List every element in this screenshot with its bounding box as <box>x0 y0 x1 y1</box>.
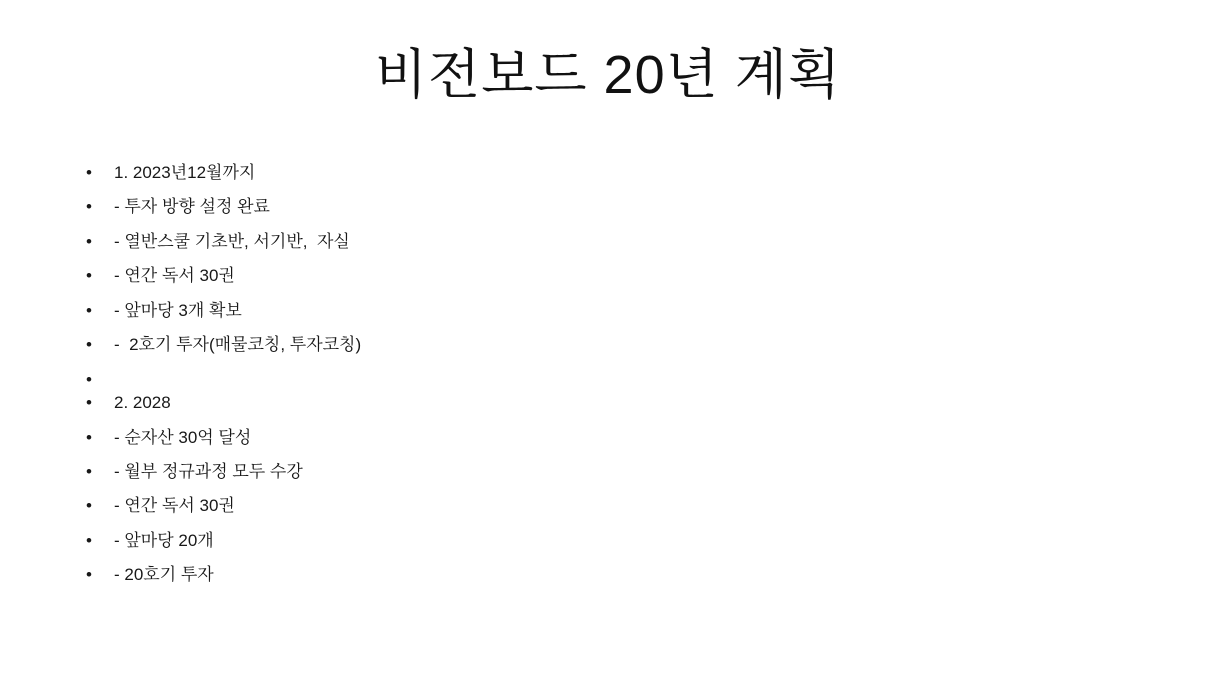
list-item-label: - 투자 방향 설정 완료 <box>114 197 270 217</box>
list-item <box>84 495 1144 518</box>
bullet-icon: • <box>86 197 92 217</box>
list-item <box>84 334 1144 357</box>
list-item <box>84 265 1144 288</box>
list-item-label: - 열반스쿨 기초반, 서기반, 자실 <box>114 231 350 251</box>
list-item <box>84 392 1144 415</box>
list-item <box>84 369 1144 389</box>
bullet-list <box>84 162 1144 599</box>
list-item <box>84 461 1144 484</box>
list-item-label: - 순자산 30억 달성 <box>114 427 252 447</box>
list-item <box>84 196 1144 219</box>
bullet-icon: • <box>86 530 92 550</box>
bullet-icon: • <box>86 496 92 516</box>
list-item <box>84 564 1144 587</box>
bullet-icon: • <box>86 427 92 447</box>
bullet-icon: • <box>86 231 92 251</box>
list-item-label: - 2호기 투자(매물코칭, 투자코칭) <box>114 335 362 355</box>
list-item <box>84 231 1144 254</box>
bullet-icon: • <box>86 393 92 413</box>
bullet-icon: • <box>86 335 92 355</box>
list-item-label: - 월부 정규과정 모두 수강 <box>114 462 303 481</box>
list-item <box>84 530 1144 553</box>
list-item <box>84 162 1144 185</box>
list-item <box>84 427 1144 450</box>
list-item-label: - 연간 독서 30권 <box>114 496 235 516</box>
list-item-label: - 앞마당 20개 <box>114 530 214 550</box>
list-item-label: 2. 2028 <box>114 393 171 413</box>
list-item <box>84 300 1144 323</box>
bullet-icon: • <box>86 266 92 286</box>
bullet-icon: • <box>86 300 92 320</box>
bullet-icon: • <box>86 369 92 389</box>
list-item-label: 1. 2023년12월까지 <box>114 163 256 182</box>
bullet-icon: • <box>86 565 92 585</box>
page-title: 비전보드 20년 계획 <box>374 45 842 105</box>
bullet-icon: • <box>86 163 92 182</box>
list-item-label: - 앞마당 3개 확보 <box>114 300 242 320</box>
list-item-label: - 20호기 투자 <box>114 565 214 585</box>
bullet-icon: • <box>86 462 92 481</box>
list-item-label: - 연간 독서 30권 <box>114 266 235 286</box>
